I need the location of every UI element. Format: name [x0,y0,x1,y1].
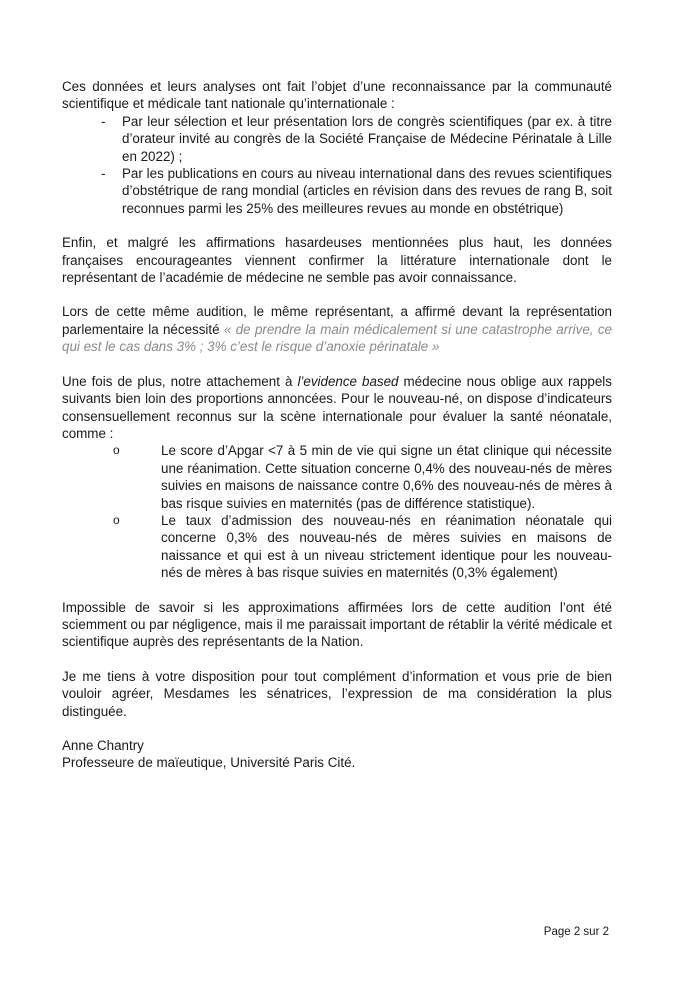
dash-bullet: - [101,166,106,182]
list-item-text: Le taux d’admission des nouveau-nés en réanimation néonatale qui concerne 0,3% des nouveau-nés de mères suivies en maisons de naissance et qui est à un niveau strictement identique pour les nouveau-nés de mères à bas risque suivies en maternités (0,3% également) [161,512,612,581]
list-item [62,165,612,217]
letter-page [62,78,612,772]
evidence-text-a: Une fois de plus, notre attachement à [62,373,293,389]
paragraph-audition [62,303,612,355]
paragraph-truth: Impossible de savoir si les approximations affirmées lors de cette audition l’ont été sciemment ou par négligence, mais il me paraissait important de rétablir la vérité médicale et scientifique auprès des représentants de la Nation. [62,599,612,650]
list-item [62,512,612,582]
list-item-text: Le score d’Apgar <7 à 5 min de vie qui signe un état clinique qui nécessite une réanimation. Cette situation concerne 0,4% des nouveau-nés de mères suivies en maisons de naissance contre 0,6% des nouveau-nés de mères à bas risque suivies en maternités (pas de différence statistique). [161,443,612,511]
list-item [62,442,612,512]
audition-intro: Lors de cette même audition, le même représentant, a affirmé devant la représentation parlementaire la nécessité [62,304,612,337]
paragraph-conclusion-data: Enfin, et malgré les affirmations hasardeuses mentionnées plus haut, les données françaises encourageantes viennent confirmer la littérature internationale dont le représentant de l’académie de médecine ne semble pas avoir connaissance. [62,235,612,286]
circle-bullet: o [113,512,120,527]
page-number: Page 2 sur 2 [543,926,609,938]
list-item-text: Par les publications en cours au niveau international dans des revues scientifiques d’obstétrique de rang mondial (articles en révision dans des revues de rang B, soit reconnues parmi les 25% des meilleures revues au monde en obstétrique) [122,166,612,216]
recognition-list [62,113,612,217]
audition-quote: « de prendre la main médicalement si une catastrophe arrive, ce qui est le cas dans 3% ; 3% c’est le risque d’anoxie périnatale » [62,321,612,355]
signature-name: Anne Chantry [62,738,144,753]
circle-bullet: o [113,443,120,458]
signature-block [62,737,612,772]
evidence-text-b: médecine nous oblige aux rappels suivants bien loin des proportions annoncées. Pour le nouveau-né, on dispose d’indicateurs consensuellement reconnus sur la scène internationale pour évaluer la santé néonatale, comme : [62,373,612,441]
evidence-italic: l’evidence based [297,373,399,389]
list-item-text: Par leur sélection et leur présentation lors de congrès scientifiques (par ex. à titre d’orateur invité au congrès de la Société Française de Médecine Périnatale à Lille en 2022) ; [122,113,612,164]
dash-bullet: - [101,113,106,129]
list-item [62,113,612,165]
paragraph-closing: Je me tiens à votre disposition pour tout complément d’information et vous prie de bien vouloir agréer, Mesdames les sénatrices, l’expression de ma considération la plus distinguée. [62,668,612,719]
paragraph-evidence [62,373,612,443]
indicators-list [62,442,612,581]
paragraph-recognition: Ces données et leurs analyses ont fait l’objet d’une reconnaissance par la communauté scientifique et médicale tant nationale qu’internationale : [62,79,612,112]
signature-title: Professeure de maïeutique, Université Paris Cité. [62,755,356,771]
